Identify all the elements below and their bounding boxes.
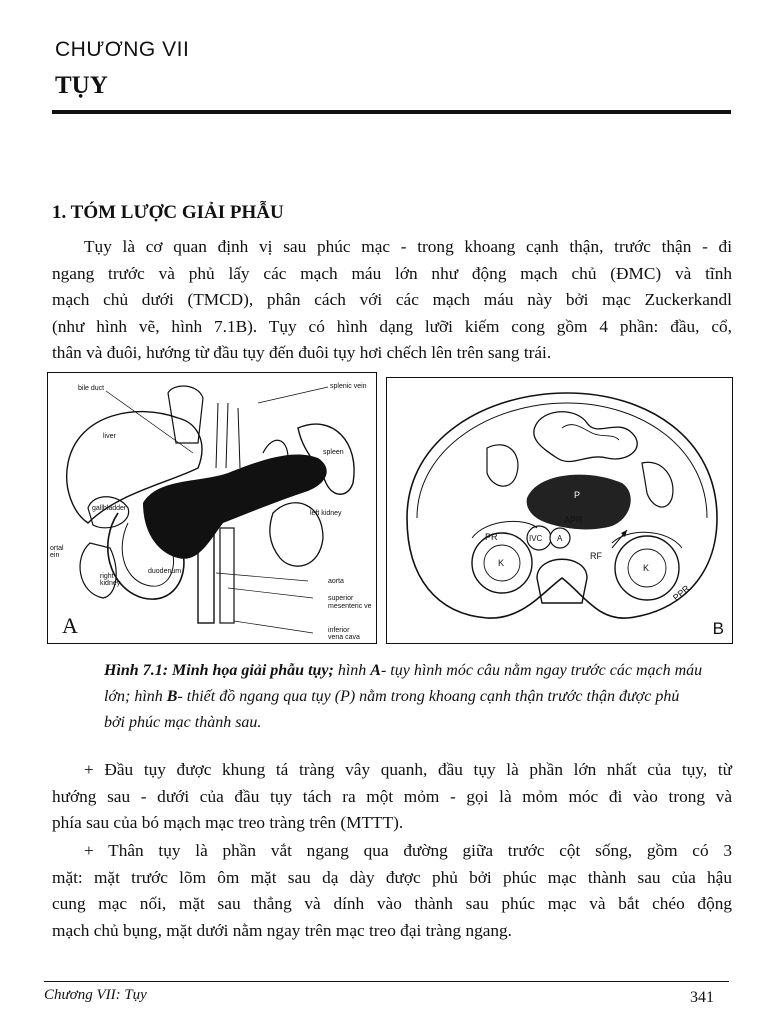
label-sup-mesenteric-1: superior (328, 595, 354, 602)
label-portal-vein: ortal ein (50, 545, 64, 559)
label-right-kidney: right kidney (100, 573, 121, 587)
label-left-kidney: left kidney (310, 510, 342, 517)
p1-line: mạch chủ dưới (TMCD), phân cách với các mạch máu này bởi mạc Zuckerkandl (52, 290, 732, 309)
page-title: TỤY (55, 72, 108, 99)
p1-line: Tụy là cơ quan định vị sau phúc mạc - trong khoang cạnh thận, trước thận - đi (84, 237, 732, 256)
p3-line: mặt: mặt trước lõm ôm mặt sau dạ dày được phủ bởi phúc mạc thành sau của hậu (52, 867, 732, 887)
caption-text: - thiết đồ ngang qua tụy (P) nằm trong khoang cạnh thận trước thận được phủ bởi phúc mạc thành sau. (104, 688, 680, 731)
paragraph-3 (52, 838, 732, 944)
label-liver: liver (103, 433, 116, 440)
pancreas-shape (143, 454, 327, 558)
p3-line: cung mạc nối, mặt sau thẳng và dính vào thành sau phúc mạc và bắt chéo động (52, 894, 732, 913)
caption-text: - tụy hình móc câu nằm ngay trước các mạch máu lớn; hình (104, 662, 703, 705)
figure-a-letter: A (62, 613, 78, 638)
p2-line: hướng sau - dưới của đầu tụy tách ra một mỏm - gọi là mỏm móc đi vào trong và (52, 786, 732, 806)
label-a: A (557, 534, 563, 543)
spine-shape (537, 559, 587, 603)
label-rf: RF (590, 551, 602, 561)
p3-line: + Thân tụy là phần vắt ngang qua đường giữa trước cột sống, gồm có 3 (84, 841, 732, 860)
chapter-label: CHƯƠNG VII (55, 38, 190, 61)
label-bile-duct: bile duct (78, 385, 105, 392)
section-heading: 1. TÓM LƯỢC GIẢI PHẪU (52, 202, 284, 223)
caption-text: hình (333, 662, 371, 679)
footer-chapter: Chương VII: Tụy (44, 987, 147, 1003)
paragraph-1 (52, 234, 732, 367)
p1-line: thân và đuôi, hướng từ đầu tụy đến đuôi tụy hơi chếch lên trên sang trái. (52, 343, 552, 362)
bowel-loops (534, 412, 637, 462)
p1-line: (như hình vẽ, hình 7.1B). Tụy có hình dạng lưỡi kiếm cong gồm 4 phần: đầu, cổ, (52, 316, 732, 336)
label-p: P (574, 490, 581, 500)
label-sup-mesenteric-2: mesenteric ve (328, 603, 372, 610)
figure-b-drawing (387, 378, 731, 642)
title-rule (52, 110, 731, 114)
figure-b (386, 377, 733, 644)
figure-a (47, 372, 377, 644)
caption-title: Hình 7.1: Minh họa giải phẫu tụy; (104, 662, 334, 679)
label-gallbladder: gallbladder (92, 505, 127, 512)
label-aorta: aorta (328, 578, 344, 585)
label-ppr: PPR (670, 583, 692, 603)
label-ivc-2: vena cava (328, 634, 360, 641)
label-ivc: IVC (529, 534, 543, 543)
caption-b: B (166, 688, 178, 705)
label-ivc-1: inferior (328, 627, 350, 634)
label-k-left: K (498, 558, 505, 568)
p1-line: ngang trước và phủ lấy các mạch máu lớn như động mạch chủ (ĐMC) và tĩnh (52, 263, 732, 283)
figure-caption (104, 658, 704, 736)
label-spleen: spleen (323, 449, 344, 456)
ivc-shape (220, 528, 234, 623)
label-splenic-vein: splenic vein (330, 383, 367, 390)
p2-line: + Đầu tụy được khung tá tràng vây quanh, đầu tụy là phần lớn nhất của tụy, từ (84, 760, 732, 779)
label-pr: PR (485, 532, 498, 542)
page-number: 341 (690, 989, 714, 1006)
gallbladder-shape (88, 497, 129, 528)
figure-b-letter: B (712, 619, 724, 638)
label-k-right: K (643, 563, 650, 573)
label-duodenum: duodenum (148, 568, 182, 575)
footer-rule (44, 981, 729, 982)
caption-a: A (370, 662, 381, 679)
paragraph-2 (52, 757, 732, 837)
p3-line: mạch chủ bụng, mặt dưới nằm ngay trên mạc treo đại tràng ngang. (52, 920, 512, 940)
label-apr: APR (564, 515, 583, 525)
p2-line: phía sau của bó mạch mạc treo tràng trên (MTTT). (52, 813, 404, 832)
right-kidney-shape (80, 543, 116, 598)
